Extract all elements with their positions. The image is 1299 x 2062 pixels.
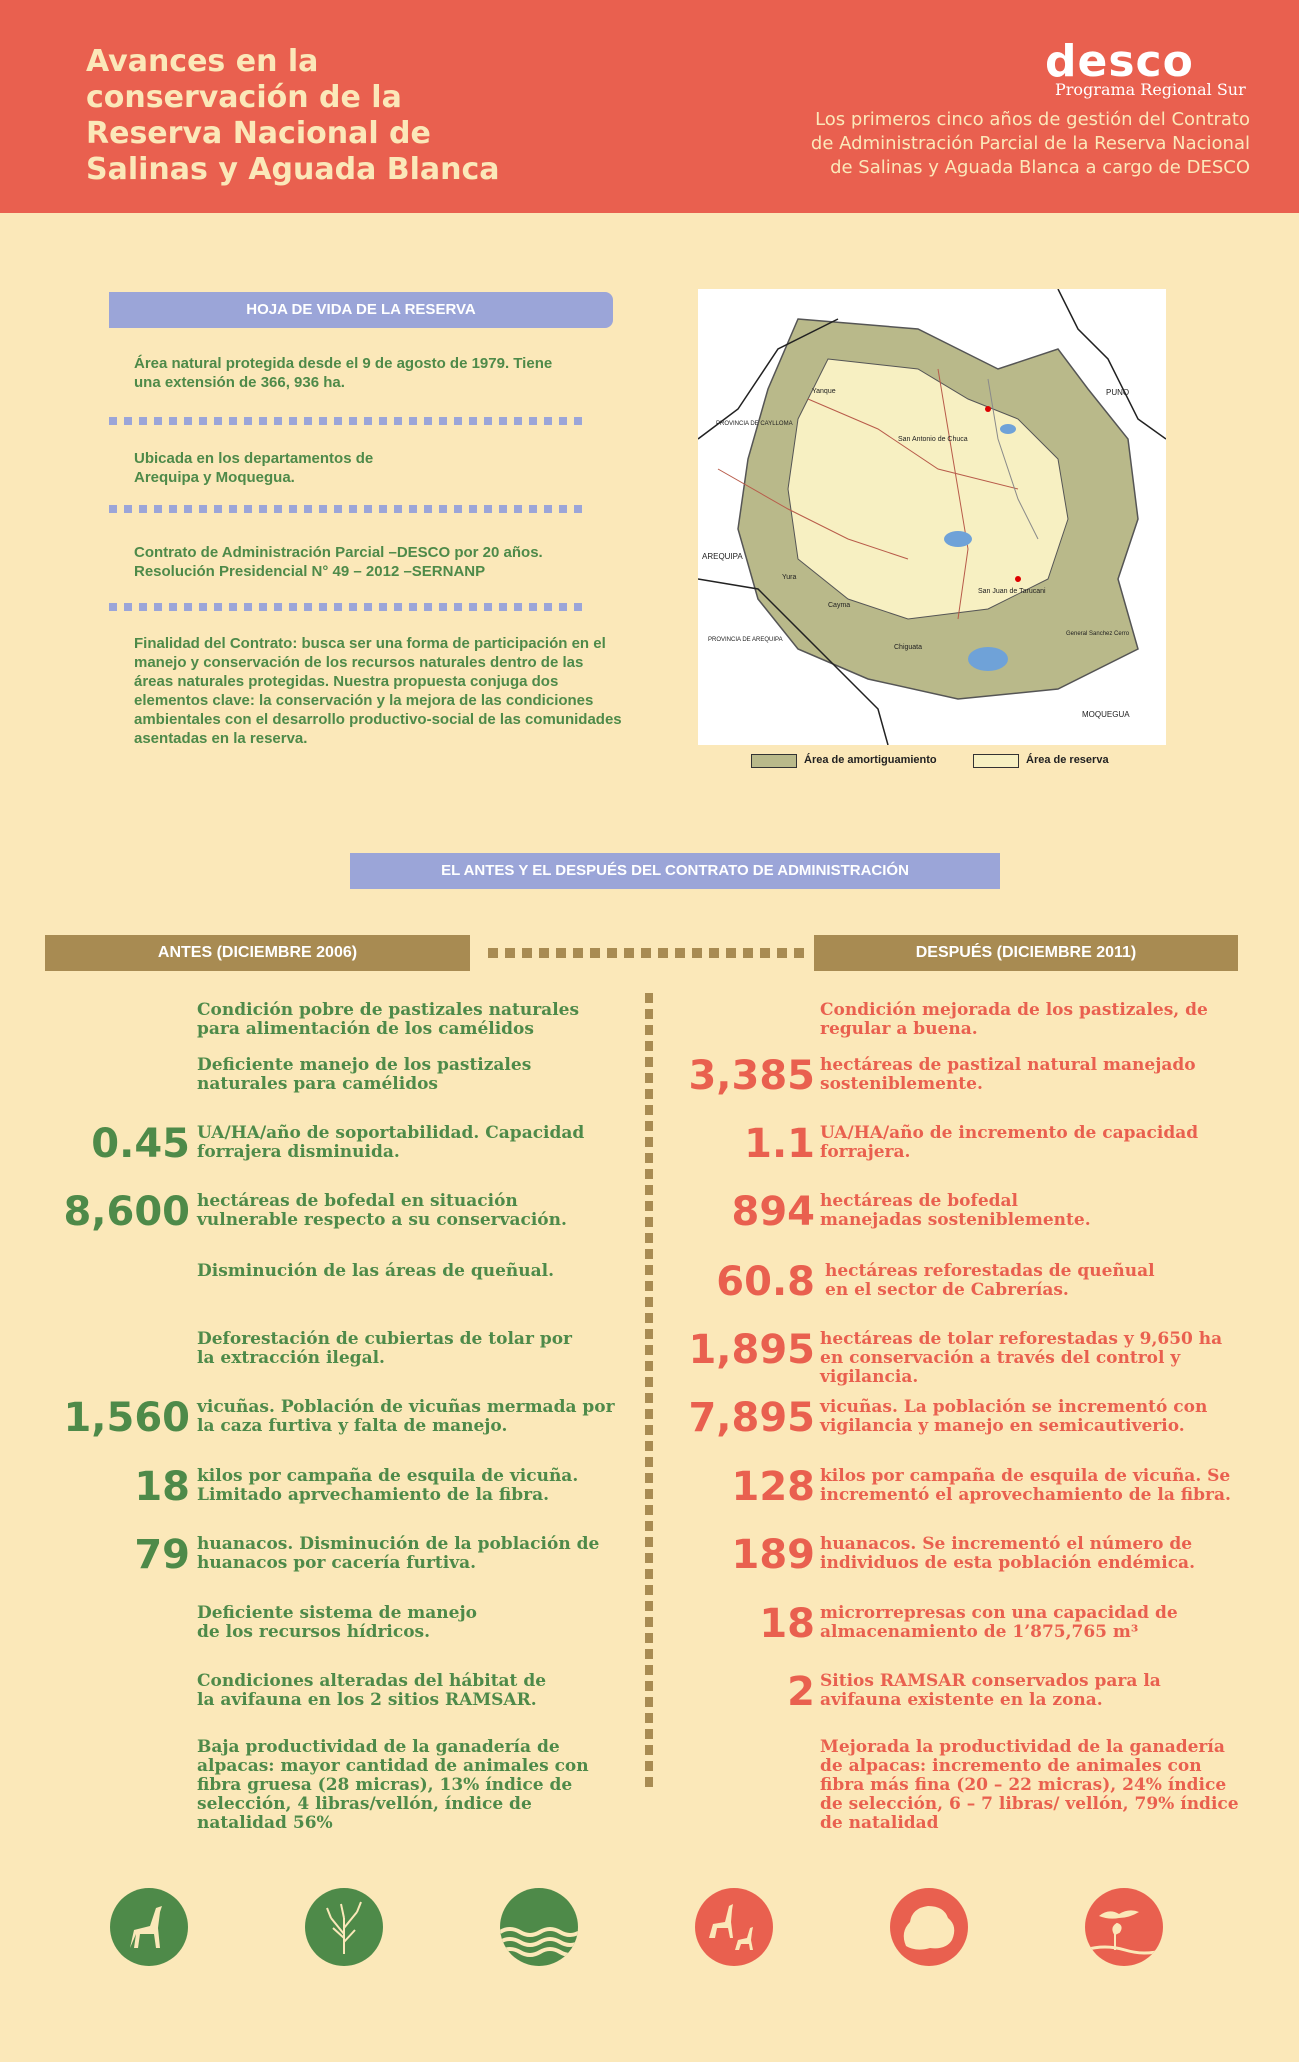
fact-4: Finalidad del Contrato: busca ser una forma de participación en el manejo y conservación de los recursos naturales dentro de las áreas naturales protegidas. Nuestra propuesta conjuga dos elementos clave: la conservación y la mejora de las condiciones ambientales con el desarrollo productivo-social de las comunidades asentadas en la reserva. — [134, 635, 622, 747]
before-text: Deficiente manejo de los pastizales naturales para camélidos — [197, 1055, 532, 1094]
legend-label-buffer: Área de amortiguamiento — [804, 754, 937, 766]
map-label-chiguata: Chiguata — [894, 644, 923, 651]
before-header: ANTES (DICIEMBRE 2006) — [45, 935, 470, 971]
map-label-prov-arequipa: PROVINCIA DE AREQUIPA — [708, 637, 783, 643]
reserve-map — [698, 289, 1166, 745]
map-label-moquegua: MOQUEGUA — [1082, 710, 1130, 719]
before-text: UA/HA/año de soportabilidad. Capacidad forrajera disminuida. — [197, 1123, 585, 1162]
before-text: Deforestación de cubiertas de tolar por la extracción ilegal. — [197, 1329, 572, 1368]
camelids-icon — [695, 1888, 773, 1966]
after-text: microrrepresas con una capacidad de almacenamiento de 1’875,765 m³ — [820, 1603, 1178, 1642]
after-number: 18 — [759, 1601, 815, 1647]
vicuna-icon — [110, 1888, 188, 1966]
divider — [109, 603, 587, 611]
after-number: 189 — [731, 1532, 815, 1578]
divider — [109, 505, 587, 513]
shrub-icon — [305, 1888, 383, 1966]
before-text: Deficiente sistema de manejo de los recursos hídricos. — [197, 1603, 477, 1642]
after-text: hectáreas de pastizal natural manejado sosteniblemente. — [820, 1055, 1196, 1094]
comparison-heading: EL ANTES Y EL DESPUÉS DEL CONTRATO DE ADMINISTRACIÓN — [350, 853, 1000, 889]
before-number: 8,600 — [63, 1189, 190, 1235]
map-label-san-juan: San Juan de Tarucani — [978, 588, 1046, 595]
after-text: UA/HA/año de incremento de capacidad forrajera. — [820, 1123, 1199, 1162]
before-text: kilos por campaña de esquila de vicuña. Limitado aprvechamiento de la fibra. — [197, 1466, 579, 1505]
after-text: hectáreas reforestadas de queñual en el sector de Cabrerías. — [825, 1261, 1155, 1300]
after-text: Mejorada la productividad de la ganadería de alpacas: incremento de animales con fibra más fina (20 – 22 micras), 24% índice de selección, 6 – 7 libras/ vellón, 79% índice de natalidad — [820, 1737, 1239, 1833]
water-icon — [500, 1888, 578, 1966]
after-text: hectáreas de tolar reforestadas y 9,650 ha en conservación a través del control y vigilancia. — [820, 1329, 1223, 1387]
after-text: Sitios RAMSAR conservados para la avifauna existente en la zona. — [820, 1671, 1161, 1710]
before-text: hectáreas de bofedal en situación vulnerable respecto a su conservación. — [197, 1191, 567, 1230]
before-number: 1,560 — [63, 1395, 190, 1441]
before-text: Condición pobre de pastizales naturales para alimentación de los camélidos — [197, 1000, 580, 1039]
birds-icon — [1085, 1888, 1163, 1966]
legend-swatch-buffer — [751, 754, 797, 768]
after-number: 1,895 — [688, 1327, 815, 1373]
hoja-heading: HOJA DE VIDA DE LA RESERVA — [109, 292, 613, 328]
after-number: 7,895 — [688, 1395, 815, 1441]
after-text: vicuñas. La población se incrementó con vigilancia y manejo en semicautiverio. — [820, 1397, 1208, 1436]
legend-swatch-reserve — [973, 754, 1019, 768]
logo-subtitle: Programa Regional Sur — [1055, 80, 1246, 99]
before-number: 79 — [134, 1532, 190, 1578]
before-text: Baja productividad de la ganadería de alpacas: mayor cantidad de animales con fibra gruesa (28 micras), 13% índice de selección, 4 libras/vellón, índice de natalidad 56% — [197, 1737, 589, 1833]
header-divider — [488, 948, 806, 958]
center-divider — [645, 993, 653, 1793]
legend-label-reserve: Área de reserva — [1026, 754, 1109, 766]
map-label-sanchez-cerro: General Sanchez Cerro — [1066, 631, 1130, 637]
after-number: 3,385 — [688, 1053, 815, 1099]
fact-3: Contrato de Administración Parcial –DESCO por 20 años. Resolución Presidencial N° 49 – 2012 –SERNANP — [134, 544, 543, 580]
after-number: 128 — [731, 1464, 815, 1510]
before-number: 0.45 — [91, 1121, 190, 1167]
before-number: 18 — [134, 1464, 190, 1510]
map-label-arequipa: AREQUIPA — [702, 552, 743, 561]
after-text: Condición mejorada de los pastizales, de regular a buena. — [820, 1000, 1208, 1039]
forest-icon — [890, 1888, 968, 1966]
after-header: DESPUÉS (DICIEMBRE 2011) — [814, 935, 1238, 971]
map-label-caylloma: PROVINCIA DE CAYLLOMA — [716, 421, 793, 427]
desco-logo: desco — [1045, 36, 1194, 87]
after-number: 1.1 — [744, 1121, 815, 1167]
before-text: huanacos. Disminución de la población de huanacos por cacería furtiva. — [197, 1534, 600, 1573]
after-number: 60.8 — [716, 1259, 815, 1305]
fact-1: Área natural protegida desde el 9 de agosto de 1979. Tiene una extensión de 366, 936 ha. — [134, 355, 553, 391]
header-subtitle: Los primeros cinco años de gestión del Contrato de Administración Parcial de la Reserva Nacional de Salinas y Aguada Blanca a cargo de DESCO — [810, 109, 1250, 178]
map-label-yanque: Yanque — [812, 388, 836, 395]
page-title: Avances en la conservación de la Reserva Nacional de Salinas y Aguada Blanca — [86, 44, 500, 187]
map-label-san-antonio: San Antonio de Chuca — [898, 436, 968, 443]
before-text: Disminución de las áreas de queñual. — [197, 1261, 555, 1281]
map-label-yura: Yura — [782, 574, 797, 581]
after-number: 894 — [731, 1189, 815, 1235]
fact-2: Ubicada en los departamentos de Arequipa y Moquegua. — [134, 450, 374, 486]
divider — [109, 417, 587, 425]
after-number: 2 — [787, 1669, 815, 1715]
before-text: Condiciones alteradas del hábitat de la avifauna en los 2 sitios RAMSAR. — [197, 1671, 547, 1710]
map-label-puno: PUNO — [1106, 388, 1130, 397]
after-text: hectáreas de bofedal manejadas sosteniblemente. — [820, 1191, 1091, 1230]
after-text: huanacos. Se incrementó el número de individuos de esta población endémica. — [820, 1534, 1195, 1573]
after-text: kilos por campaña de esquila de vicuña. Se incrementó el aprovechamiento de la fibra. — [820, 1466, 1231, 1505]
before-text: vicuñas. Población de vicuñas mermada por la caza furtiva y falta de manejo. — [197, 1397, 615, 1436]
map-label-cayma: Cayma — [828, 602, 851, 609]
